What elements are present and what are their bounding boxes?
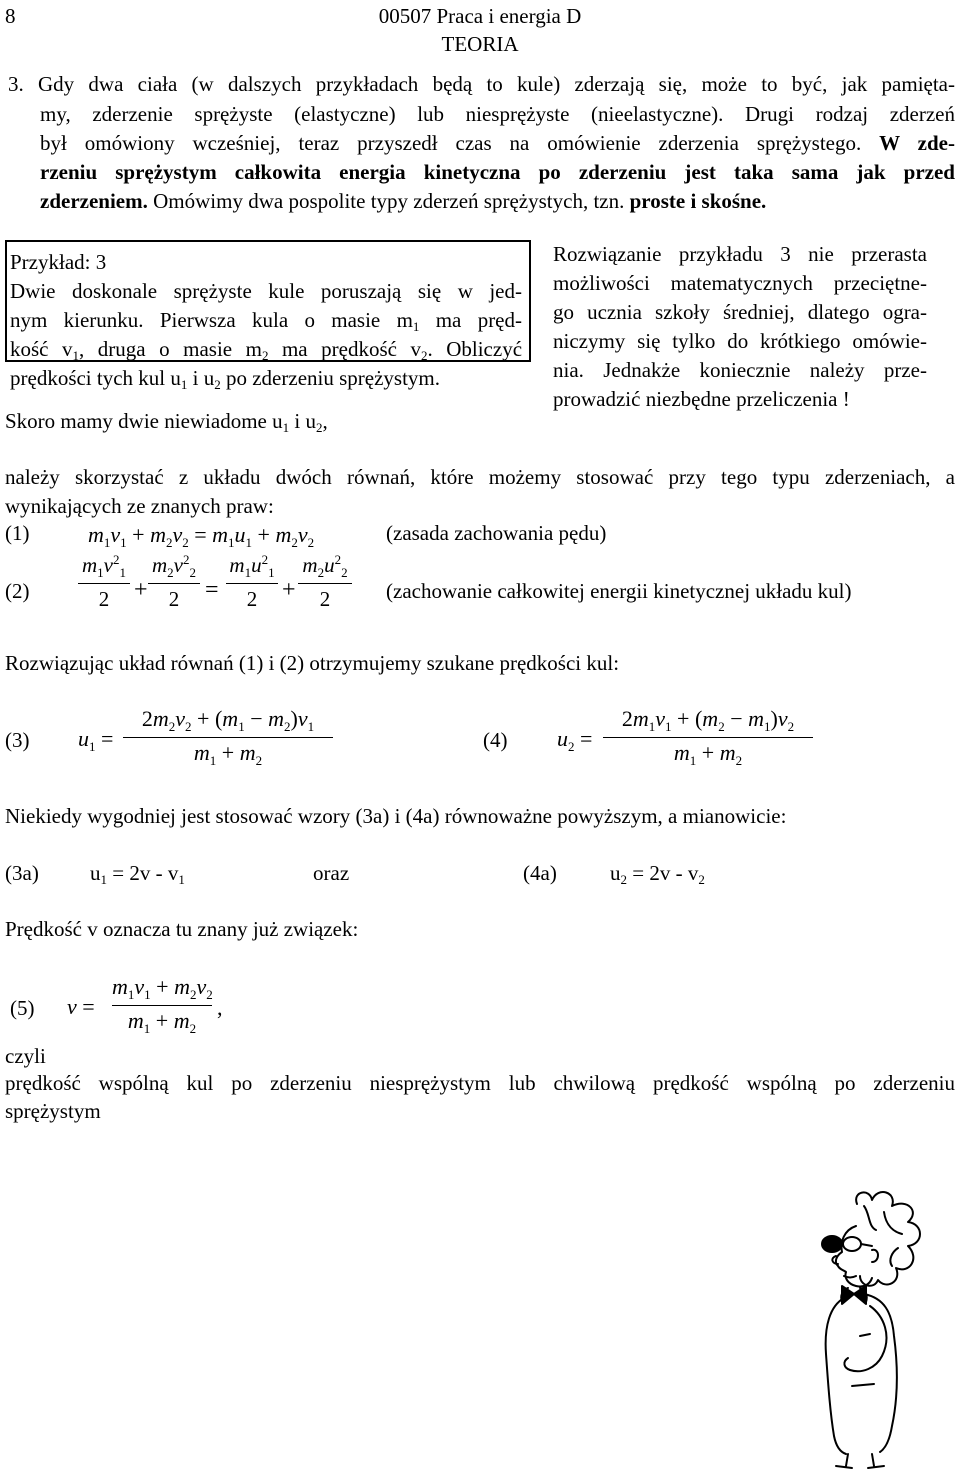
equation-label: (4)	[483, 728, 508, 752]
example-text: po zderzeniu sprężystym.	[220, 366, 440, 390]
body-text: i u	[289, 409, 316, 433]
equation-2-fraction: $m_1u^2_1$ 2	[226, 552, 278, 612]
intro-line: rzeniu sprężystym całkowita energia kinetyczna po zderzeniu jest taka sama jak przed	[40, 160, 955, 184]
equation-3-lhs: $u_1$ =	[78, 726, 114, 754]
equation-4-fraction: $2m_1v_1 + (m_2 - m_1)v_2$ $m_1 + m_2$	[603, 706, 813, 769]
equation-label: (4a)	[523, 861, 557, 885]
equation-label: (5)	[10, 996, 35, 1020]
equation-label: (1)	[5, 521, 30, 545]
body-text: ,	[322, 409, 328, 433]
example-text: , druga o masie m	[79, 337, 262, 361]
intro-line	[40, 187, 766, 215]
example-text: ma prędkość v	[268, 337, 421, 361]
note-line: prowadzić niezbędne przeliczenia !	[553, 387, 850, 411]
unknowns-line	[5, 407, 328, 435]
body-line: wynikających ze znanych praw:	[5, 494, 274, 518]
body-line: prędkość wspólną kul po zderzeniu niesprężystym lub chwilową prędkość wspólną po zderzeniu	[5, 1071, 955, 1095]
body-line: należy skorzystać z układu dwóch równań, które możemy stosować przy tego typu zderzeniach, a	[5, 465, 955, 489]
equation-3a: $u_1 = 2v - v_1$	[90, 861, 185, 887]
equation-comment: (zachowanie całkowitej energii kinetycznej układu kul)	[386, 579, 852, 603]
intro-text: Omówimy dwa pospolite typy zderzeń sprężystych, tzn.	[147, 189, 630, 213]
note-line: go ucznia szkoły średniej, dlatego ogra-	[553, 300, 927, 324]
note-line: nia. Jednakże koniecznie należy prze-	[553, 358, 927, 382]
page-number: 8	[5, 4, 16, 28]
example-line	[10, 306, 522, 334]
equation-2-fraction: $m_2u^2_2$ 2	[298, 552, 352, 612]
example-text: i u	[187, 366, 215, 390]
comma: ,	[217, 995, 223, 1020]
document-title: 00507 Praca i energia D	[378, 4, 582, 28]
subscript: 1	[72, 348, 80, 363]
subscript: 2	[315, 420, 323, 435]
professor-illustration	[752, 1186, 952, 1471]
plus-sign: +	[134, 577, 148, 603]
body-line: sprężystym	[5, 1099, 101, 1123]
example-text: ma pręd-	[419, 308, 522, 332]
example-text: . Obliczyć	[427, 337, 523, 361]
note-line: niczymy się tylko do krótkiego omówie-	[553, 329, 927, 353]
example-text: prędkości tych kul u	[10, 366, 181, 390]
intro-line: my, zderzenie sprężyste (elastyczne) lub niesprężyste (nieelastyczne). Drugi rodzaj zderzeń	[40, 102, 955, 126]
equation-4-lhs: $u_2$ =	[557, 726, 593, 754]
body-line: Prędkość v oznacza tu znany już związek:	[5, 917, 359, 941]
czyli-text: czyli	[5, 1044, 46, 1068]
equation-label: (3a)	[5, 861, 39, 885]
example-line	[10, 364, 440, 392]
subscript: 2	[261, 348, 269, 363]
subscript: 1	[282, 420, 290, 435]
example-line	[10, 335, 522, 363]
equation-5-fraction: $m_1v_1 + m_2v_2$ $m_1 + m_2$	[112, 974, 213, 1036]
document-subtitle: TEORIA	[441, 32, 519, 56]
subscript: 1	[180, 377, 188, 392]
example-title: Przykład: 3	[10, 250, 107, 274]
equation-5-lhs: v =	[67, 994, 95, 1019]
equation-3-fraction: $2m_2v_2 + (m_1 - m_2)v_1$ $m_1 + m_2$	[123, 706, 333, 769]
intro-line	[40, 129, 955, 157]
body-line: Niekiedy wygodniej jest stosować wzory (3a) i (4a) równoważne powyższym, a mianowicie:	[5, 804, 787, 828]
intro-bold: zderzeniem.	[40, 189, 148, 213]
subscript: 2	[214, 377, 221, 392]
intro-text: był omówiony wcześniej, teraz przyszedł czas na omówienie zderzenia sprężystego.	[40, 131, 880, 155]
intro-bold: W zde-	[879, 131, 956, 155]
equation-1: $m_1v_1 + m_2v_2 = m_1u_1 + m_2v_2$	[88, 522, 315, 550]
plus-sign: +	[282, 577, 296, 603]
equation-4a: $u_2 = 2v - v_2$	[610, 861, 705, 887]
subscript: 1	[412, 319, 420, 334]
equation-2-fraction: $m_1v^2_1$ 2	[78, 552, 130, 612]
intro-bold: proste i skośne.	[629, 189, 767, 213]
note-line: Rozwiązanie przykładu 3 nie przerasta	[553, 242, 927, 266]
body-text: Skoro mamy dwie niewiadome u	[5, 409, 283, 433]
oraz-text: oraz	[313, 861, 350, 885]
note-line: możliwości matematycznych przeciętne-	[553, 271, 927, 295]
equation-2-fraction: $m_2v^2_2$ 2	[148, 552, 200, 612]
body-line: Rozwiązując układ równań (1) i (2) otrzymujemy szukane prędkości kul:	[5, 651, 620, 675]
example-text: kość v	[10, 337, 73, 361]
example-line: Dwie doskonale sprężyste kule poruszają się w jed-	[10, 279, 522, 303]
example-text: nym kierunku. Pierwsza kula o masie m	[10, 308, 413, 332]
intro-line: 3. Gdy dwa ciała (w dalszych przykładach będą to kule) zderzają się, może to być, jak pamięta-	[8, 72, 955, 96]
equation-label: (3)	[5, 728, 30, 752]
equation-label: (2)	[5, 579, 30, 603]
equals-sign: =	[205, 577, 219, 603]
equation-comment: (zasada zachowania pędu)	[386, 521, 607, 545]
subscript: 2	[420, 348, 428, 363]
